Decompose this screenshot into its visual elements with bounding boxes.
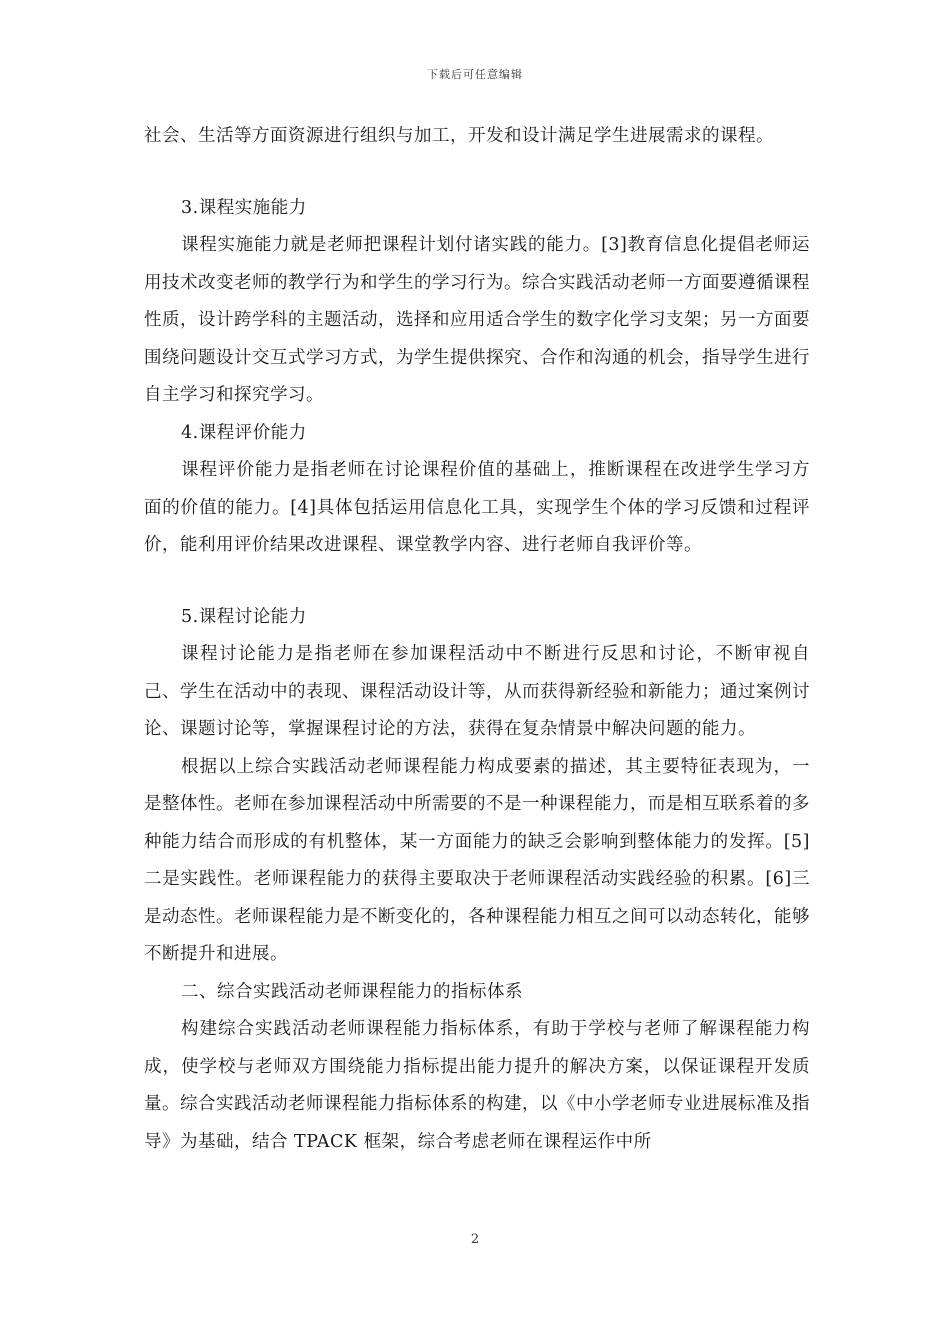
paragraph-index-system: 构建综合实践活动老师课程能力指标体系，有助于学校与老师了解课程能力构成，使学校与老师双方围绕能力指标提出能力提升的解决方案，以保证课程开发质量。综合实践活动老师课程能力指标体系的构建，以《中小学老师专业进展标准及指导》为基础，结合 TPACK 框架，综合考虑老师在课程运作中所 [144, 1019, 810, 1152]
paragraph-features: 根据以上综合实践活动老师课程能力构成要素的描述，其主要特征表现为，一是整体性。老师在参加课程活动中所需要的不是一种课程能力，而是相互联系着的多种能力结合而形成的有机整体，某一方面能力的缺乏会影响到整体能力的发挥。[5]二是实践性。老师课程能力的获得主要取决于老师课程活动实践经验的积累。[6]三是动态性。老师课程能力是不断变化的，各种课程能力相互之间可以动态转化，能够不断提升和进展。 [144, 756, 810, 964]
section-heading-two: 二、综合实践活动老师课程能力的指标体系 [181, 981, 523, 1002]
section-heading-4: 4.课程评价能力 [181, 422, 307, 443]
page-header: 下载后可任意编辑 [427, 68, 523, 81]
section-heading-3: 3.课程实施能力 [181, 197, 307, 218]
section-heading-5: 5.课程讨论能力 [181, 606, 307, 627]
spacer [144, 565, 810, 599]
document-body [144, 118, 810, 1161]
spacer [144, 156, 810, 190]
paragraph-course-evaluation: 课程评价能力是指老师在讨论课程价值的基础上，推断课程在改进学生学习方面的价值的能力。[4]具体包括运用信息化工具，实现学生个体的学习反馈和过程评价，能利用评价结果改进课程、课堂教学内容、进行老师自我评价等。 [144, 460, 810, 555]
paragraph-course-implementation: 课程实施能力就是老师把课程计划付诸实践的能力。[3]教育信息化提倡老师运用技术改变老师的教学行为和学生的学习行为。综合实践活动老师一方面要遵循课程性质，设计跨学科的主题活动，选择和应用适合学生的数字化学习支架；另一方面要围绕问题设计交互式学习方式，为学生提供探究、合作和沟通的机会，指导学生进行自主学习和探究学习。 [144, 235, 810, 405]
paragraph-continuation: 社会、生活等方面资源进行组织与加工，开发和设计满足学生进展需求的课程。 [144, 126, 774, 146]
page-number: 2 [470, 1232, 480, 1247]
paragraph-course-research: 课程讨论能力是指老师在参加课程活动中不断进行反思和讨论，不断审视自己、学生在活动中的表现、课程活动设计等，从而获得新经验和新能力；通过案例讨论、课题讨论等，掌握课程讨论的方法，获得在复杂情景中解决问题的能力。 [144, 644, 810, 739]
